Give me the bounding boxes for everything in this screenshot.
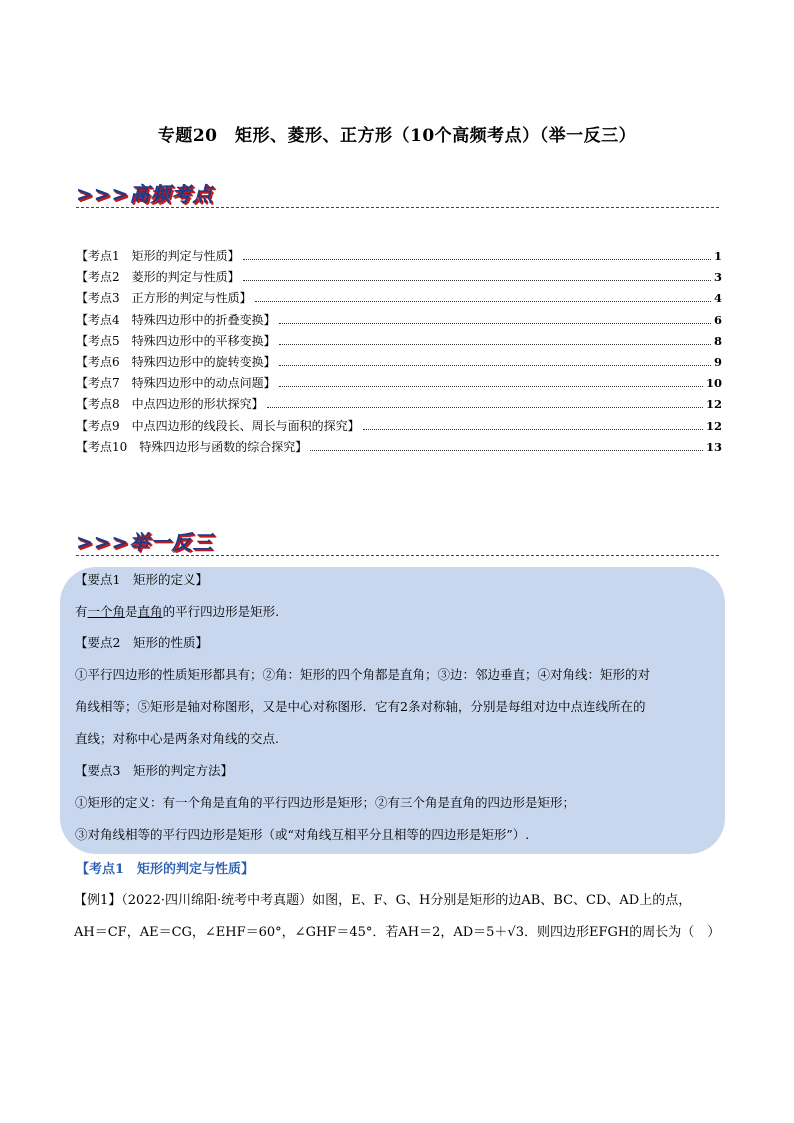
toc-item-page: 13 xyxy=(705,439,722,454)
point1-text-b: 是 xyxy=(125,604,138,619)
toc-leader-dots xyxy=(243,280,711,281)
toc-leader-dots xyxy=(279,365,711,366)
point3-line2: ③对角线相等的平行四边形是矩形（或“对角线互相平分且相等的四边形是矩形”）. xyxy=(75,827,530,842)
toc-item-label: 【考点5 特殊四边形中的平移变换】 xyxy=(76,333,276,348)
point3-title: 【要点3 矩形的判定方法】 xyxy=(75,763,233,778)
toc-item-label: 【考点9 中点四边形的线段长、周长与面积的探究】 xyxy=(76,418,360,433)
toc-item-page: 10 xyxy=(705,376,722,391)
toc-item-label: 【考点8 中点四边形的形状探究】 xyxy=(76,397,264,412)
toc-leader-dots xyxy=(255,301,711,302)
toc-item-label: 【考点6 特殊四边形中的旋转变换】 xyxy=(76,354,276,369)
section-divider xyxy=(76,207,719,208)
example1-line1: 【例1】（2022·四川绵阳·统考中考真题）如图，E、F、G、H分别是矩形的边AB、BC、CD、AD上的点， xyxy=(74,893,692,908)
section-header-label: >>>高频考点 xyxy=(76,182,214,206)
toc-item[interactable] xyxy=(76,268,722,289)
toc-leader-dots xyxy=(267,407,703,408)
toc-item-label: 【考点4 特殊四边形中的折叠变换】 xyxy=(76,312,276,327)
kp1-heading: 【考点1 矩形的判定与性质】 xyxy=(76,862,255,877)
toc-item-label: 【考点3 正方形的判定与性质】 xyxy=(76,291,252,306)
point1-title: 【要点1 矩形的定义】 xyxy=(75,572,208,587)
toc-item-page: 4 xyxy=(713,291,722,306)
point1-underlined-right: 直角 xyxy=(137,604,163,619)
toc-leader-dots xyxy=(279,323,711,324)
section-header-label: >>>举一反三 xyxy=(76,530,214,554)
point1-text-c: 的平行四边形是矩形. xyxy=(162,604,280,619)
toc-leader-dots xyxy=(279,386,703,387)
point2-title: 【要点2 矩形的性质】 xyxy=(75,635,208,650)
toc-item[interactable] xyxy=(76,247,722,268)
toc-item[interactable] xyxy=(76,374,722,395)
toc-item[interactable] xyxy=(76,353,722,374)
toc-item[interactable] xyxy=(76,395,722,416)
point1-text-a: 有 xyxy=(75,604,88,619)
toc-item[interactable] xyxy=(76,311,722,332)
toc-item-page: 12 xyxy=(705,418,722,433)
point3-line1: ①矩形的定义：有一个角是直角的平行四边形是矩形；②有三个角是直角的四边形是矩形； xyxy=(75,795,576,810)
toc-item-label: 【考点2 菱形的判定与性质】 xyxy=(76,270,240,285)
section-divider xyxy=(76,555,719,556)
toc-item-page: 12 xyxy=(705,397,722,412)
toc-item-page: 8 xyxy=(713,333,722,348)
point2-line3: 直线；对称中心是两条对角线的交点. xyxy=(75,731,279,746)
toc-item[interactable] xyxy=(76,332,722,353)
toc-item-page: 6 xyxy=(713,312,722,327)
section-header-high-frequency xyxy=(76,178,213,210)
toc-item-page: 3 xyxy=(713,270,722,285)
toc-item[interactable] xyxy=(76,417,722,438)
toc-item-label: 【考点1 矩形的判定与性质】 xyxy=(76,249,240,263)
toc-item[interactable] xyxy=(76,289,722,310)
toc-item[interactable] xyxy=(76,438,722,459)
toc-leader-dots xyxy=(363,429,703,430)
point2-line1: ①平行四边形的性质矩形都具有；②角：矩形的四个角都是直角；③边：邻边垂直；④对角线：矩形的对 xyxy=(75,667,651,682)
toc-item-label: 【考点10 特殊四边形与函数的综合探究】 xyxy=(76,439,308,454)
section-header-examples xyxy=(76,526,213,558)
toc-item-label: 【考点7 特殊四边形中的动点问题】 xyxy=(76,376,276,391)
toc-item-page: 1 xyxy=(713,249,722,263)
point2-line2: 角线相等；⑤矩形是轴对称图形，又是中心对称图形．它有2条对称轴，分别是每组对边中点连线所在的 xyxy=(75,699,646,714)
point1-underlined-angle: 一个角 xyxy=(87,604,126,619)
document-title: 专题20 矩形、菱形、正方形（10个高频考点）（举一反三） xyxy=(157,126,637,146)
toc-item-page: 9 xyxy=(713,354,722,369)
point1-text xyxy=(75,605,279,619)
toc-leader-dots xyxy=(243,259,711,260)
toc-leader-dots xyxy=(279,344,711,345)
table-of-contents xyxy=(76,247,722,459)
toc-leader-dots xyxy=(310,450,703,451)
example1-line2: AH＝CF，AE＝CG，∠EHF＝60°，∠GHF＝45°．若AH＝2，AD＝5＋√3．则四边形EFGH的周长为（ ） xyxy=(74,925,721,940)
